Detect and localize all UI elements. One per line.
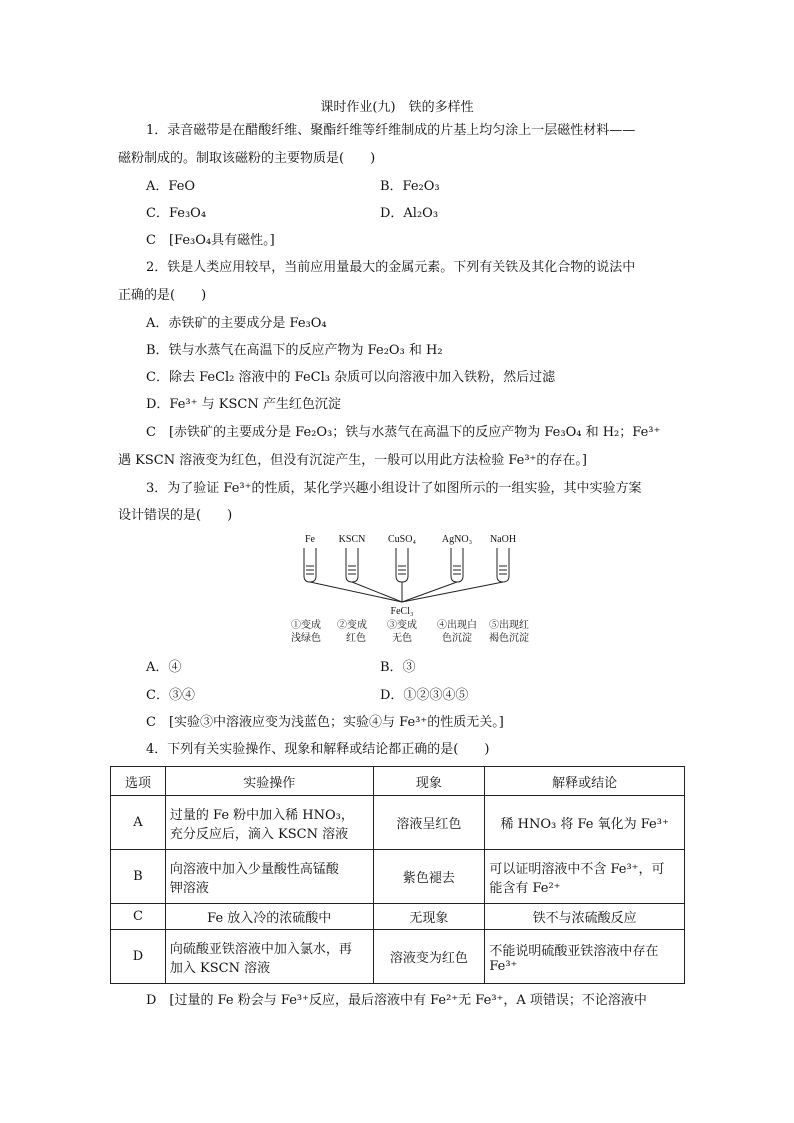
test-tube-1 [304,548,316,582]
result-2-line2: 红色 [346,633,366,644]
q3-answer: C [实验③中溶液应变为浅蓝色；实验④与 Fe³⁺的性质无关。] [146,715,504,730]
reagent-label-agno3: AgNO₃ [441,534,473,545]
result-3-line1: ③变成 [387,620,417,631]
table-header-row [111,767,685,796]
q2-stem-line1: 2．铁是人类应用较早，当前应用量最大的金属元素。下列有关铁及其化合物的说法中 [146,260,636,275]
q1-stem-line1: 1．录音磁带是在醋酸纤维、聚酯纤维等纤维制成的片基上均匀涂上一层磁性材料—— [146,123,636,138]
q2-stem-line2: 正确的是( ) [118,288,207,303]
row-c-phenomenon: 无现象 [373,904,485,930]
result-2-line1: ②变成 [337,620,367,631]
q2-option-a: A．赤铁矿的主要成分是 Fe₃O₄ [146,316,327,331]
test-tube-3 [396,548,408,582]
page-title: 课时作业(九) 铁的多样性 [320,100,474,115]
row-a-conclusion: 稀 HNO₃ 将 Fe 氧化为 Fe³⁺ [485,796,685,850]
q4-table [110,766,685,984]
header-option: 选项 [111,767,166,796]
q2-option-b: B．铁与水蒸气在高温下的反应产物为 Fe₂O₃ 和 H₂ [146,343,443,358]
row-a-phenomenon: 溶液呈红色 [373,796,485,850]
row-d-option: D [111,930,166,984]
q3-option-b: B．③ [380,660,416,675]
row-d-operation: 向硫酸亚铁溶液中加入氯水，再 加入 KSCN 溶液 [165,930,373,984]
q3-stem-line2: 设计错误的是( ) [118,508,233,523]
q1-option-d: D．Al₂O₃ [380,206,439,221]
row-a-operation: 过量的 Fe 粉中加入稀 HNO₃， 充分反应后，滴入 KSCN 溶液 [165,796,373,850]
header-conclusion: 解释或结论 [485,767,685,796]
experiment-diagram [280,530,570,650]
q4-stem: 4．下列有关实验操作、现象和解释或结论都正确的是( ) [146,742,490,757]
q2-option-c: C．除去 FeCl₂ 溶液中的 FeCl₃ 杂质可以向溶液中加入铁粉，然后过滤 [146,370,556,385]
table-row [111,930,685,984]
q2-answer-line1: C [赤铁矿的主要成分是 Fe₂O₃；铁与水蒸气在高温下的反应产物为 Fe₃O₄ 和 H₂；Fe³⁺ [146,425,661,440]
result-1-line2: 浅绿色 [291,633,321,644]
row-c-operation: Fe 放入冷的浓硫酸中 [165,904,373,930]
q2-option-d: D．Fe³⁺ 与 KSCN 产生红色沉淀 [146,397,341,412]
row-b-phenomenon: 紫色褪去 [373,850,485,904]
row-b-operation: 向溶液中加入少量酸性高锰酸 钾溶液 [165,850,373,904]
result-4-line2: 色沉淀 [442,633,472,644]
row-b-option: B [111,850,166,904]
row-c-conclusion: 铁不与浓硫酸反应 [485,904,685,930]
q3-option-d: D．①②③④⑤ [380,688,469,703]
reagent-label-naoh: NaOH [489,534,517,545]
row-c-option: C [111,904,166,930]
row-a-option: A [111,796,166,850]
q1-stem-line2: 磁粉制成的。制取该磁粉的主要物质是( ) [118,151,376,166]
row-b-conclusion: 可以证明溶液中不含 Fe³⁺，可 能含有 Fe²⁺ [485,850,685,904]
reagent-label-fe: Fe [305,534,315,545]
table-row [111,904,685,930]
q4-answer: D [过量的 Fe 粉会与 Fe³⁺反应，最后溶液中有 Fe²⁺无 Fe³⁺，A 项错误；不论溶液中 [146,993,647,1008]
fecl3-label: FeCl₃ [390,606,414,617]
q1-option-b: B．Fe₂O₃ [380,179,440,194]
q1-option-a: A．FeO [146,179,196,194]
reagent-label-kscn: KSCN [338,534,366,545]
row-d-phenomenon: 溶液变为红色 [373,930,485,984]
test-tube-2 [346,548,358,582]
row-d-conclusion: 不能说明硫酸亚铁溶液中存在 Fe³⁺ [485,930,685,984]
q2-answer-line2: 遇 KSCN 溶液变为红色，但没有沉淀产生，一般可以用此方法检验 Fe³⁺的存在。] [118,453,587,468]
test-tube-4 [451,548,463,582]
test-tube-5 [497,548,509,582]
result-4-line1: ④出现白 [437,620,477,631]
table-row [111,850,685,904]
result-5-line2: 褐色沉淀 [489,633,529,644]
q3-stem-line1: 3．为了验证 Fe³⁺的性质，某化学兴趣小组设计了如图所示的一组实验，其中实验方案 [146,481,642,496]
result-3-line2: 无色 [392,633,412,644]
q3-option-a: A．④ [146,660,182,675]
reagent-label-cuso4: CuSO₄ [388,534,416,545]
q1-answer: C [Fe₃O₄具有磁性。] [146,233,275,248]
header-operation: 实验操作 [165,767,373,796]
table-row [111,796,685,850]
result-1-line1: ①变成 [291,620,321,631]
q1-option-c: C．Fe₃O₄ [146,206,207,221]
result-5-line1: ⑤出现红 [489,620,529,631]
q3-option-c: C．③④ [146,688,195,703]
header-phenomenon: 现象 [373,767,485,796]
